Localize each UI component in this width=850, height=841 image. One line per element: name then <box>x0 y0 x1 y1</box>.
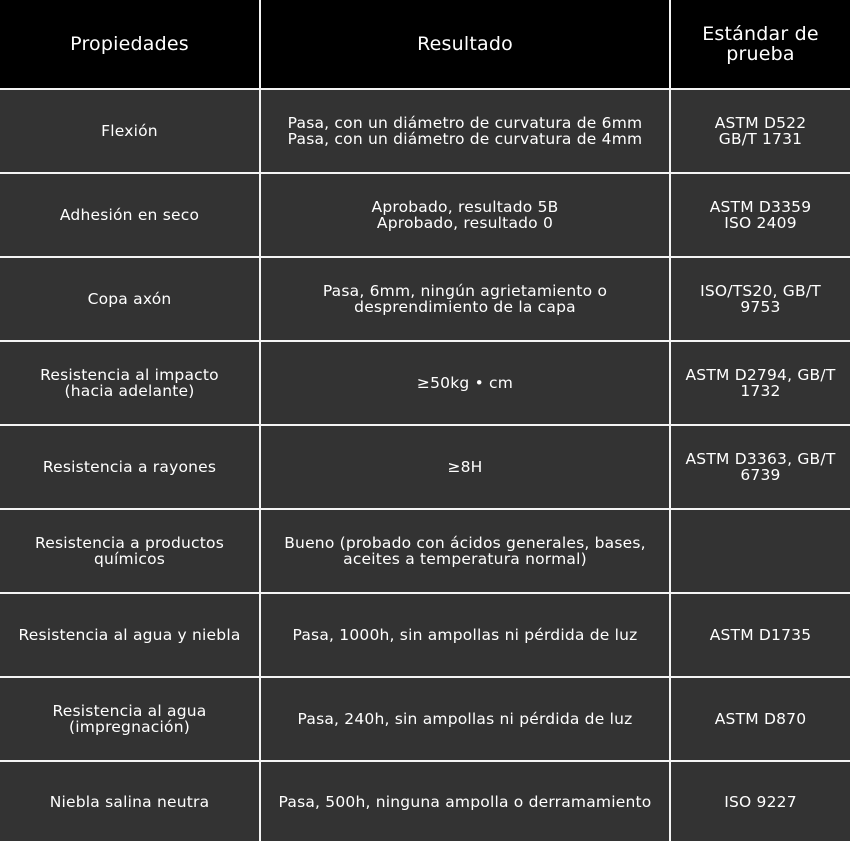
result-cell: Pasa, 6mm, ningún agrietamiento o desprendimiento de la capa <box>260 257 670 341</box>
header-properties: Propiedades <box>0 0 260 89</box>
table-row <box>0 89 850 173</box>
property-cell: Resistencia al agua (impregnación) <box>0 677 260 761</box>
header-result: Resultado <box>260 0 670 89</box>
result-cell: Pasa, 500h, ninguna ampolla o derramamiento <box>260 761 670 841</box>
result-line: Pasa, con un diámetro de curvatura de 4mm <box>287 130 643 148</box>
result-cell: Pasa, 240h, sin ampollas ni pérdida de luz <box>260 677 670 761</box>
table-row <box>0 173 850 257</box>
result-line: Aprobado, resultado 5B <box>371 198 559 216</box>
result-cell <box>260 89 670 173</box>
table-row <box>0 761 850 841</box>
standard-cell: ISO 9227 <box>670 761 850 841</box>
standard-cell <box>670 509 850 593</box>
property-cell: Resistencia al agua y niebla <box>0 593 260 677</box>
result-cell: ≥8H <box>260 425 670 509</box>
result-cell: Pasa, 1000h, sin ampollas ni pérdida de luz <box>260 593 670 677</box>
standard-cell: ASTM D1735 <box>670 593 850 677</box>
result-cell: Bueno (probado con ácidos generales, bases, aceites a temperatura normal) <box>260 509 670 593</box>
table-row <box>0 425 850 509</box>
result-line: Pasa, con un diámetro de curvatura de 6mm <box>287 114 643 132</box>
standard-cell: ASTM D3363, GB/T 6739 <box>670 425 850 509</box>
property-cell: Copa axón <box>0 257 260 341</box>
standard-cell: ASTM D2794, GB/T 1732 <box>670 341 850 425</box>
standard-cell <box>670 173 850 257</box>
standard-cell <box>670 89 850 173</box>
property-cell: Resistencia a rayones <box>0 425 260 509</box>
table-row <box>0 257 850 341</box>
table-row <box>0 593 850 677</box>
table-header-row <box>0 0 850 89</box>
header-standard: Estándar de prueba <box>670 0 850 89</box>
property-cell: Adhesión en seco <box>0 173 260 257</box>
result-cell <box>260 173 670 257</box>
standard-line: GB/T 1731 <box>718 130 803 148</box>
table-row <box>0 677 850 761</box>
property-cell: Flexión <box>0 89 260 173</box>
standard-cell: ASTM D870 <box>670 677 850 761</box>
table-row <box>0 509 850 593</box>
standard-cell: ISO/TS20, GB/T 9753 <box>670 257 850 341</box>
property-cell: Resistencia al impacto (hacia adelante) <box>0 341 260 425</box>
result-cell: ≥50kg • cm <box>260 341 670 425</box>
standard-line: ASTM D522 <box>714 114 807 132</box>
table-row <box>0 341 850 425</box>
property-cell: Niebla salina neutra <box>0 761 260 841</box>
result-line: Aprobado, resultado 0 <box>376 214 554 232</box>
property-cell: Resistencia a productos químicos <box>0 509 260 593</box>
standard-line: ASTM D3359 <box>709 198 812 216</box>
standard-line: ISO 2409 <box>724 214 797 232</box>
